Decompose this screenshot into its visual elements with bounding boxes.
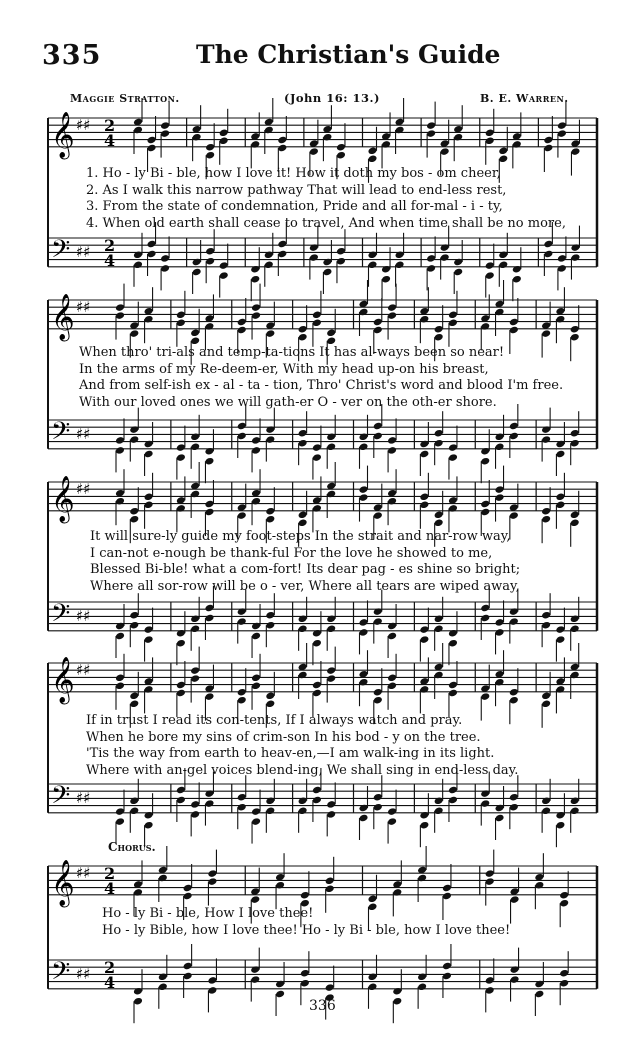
bass-clef-icon: 𝄢 (51, 599, 71, 634)
lyric-line: When he bore my sins of crim-son In his bod - y on the tree. (86, 729, 481, 745)
time-signature-top: 2 (104, 236, 116, 255)
key-signature-icon: ♯♯ (76, 864, 91, 882)
treble-clef-icon: 𝄞 (51, 657, 75, 703)
key-signature-icon: ♯♯ (76, 789, 91, 807)
lyric-line: If in trust I read its con-tents, If I always watch and pray. (86, 713, 463, 728)
key-signature-icon: ♯♯ (76, 425, 91, 443)
lyric-line: In the arms of my Re-deem-er, With my head up-on his breast, (79, 361, 489, 377)
lyric-line: And from self-ish ex - al - ta - tion, Thro' Christ's word and blood I'm free. (79, 378, 564, 393)
chorus-line-2: Ho - ly Bible, how I love thee! Ho - ly Bi - ble, how I love thee! (102, 923, 511, 938)
key-signature-icon: ♯♯ (76, 607, 91, 625)
treble-clef-icon: 𝄞 (51, 294, 75, 340)
lyric-line: When thro' tri-als and temp-ta-tions It has al-ways been so near! (79, 345, 505, 360)
time-signature-bottom: 4 (104, 973, 116, 992)
treble-clef-icon: 𝄞 (51, 476, 75, 522)
key-signature-icon: ♯♯ (76, 298, 91, 316)
bass-clef-icon: 𝄢 (51, 235, 71, 270)
treble-clef-icon: 𝄞 (51, 112, 75, 158)
key-signature-icon: ♯♯ (76, 243, 91, 261)
lyric-line: 4. When old earth shall cease to travel, And when time shall be no more, (86, 215, 566, 231)
lyrics-block-4 (86, 713, 518, 779)
lyric-line: 'Tis the way from earth to heav-en,—I am walk-ing in its light. (86, 746, 495, 761)
lyric-line: 2. As I walk this narrow pathway That will lead to end-less rest, (86, 182, 507, 198)
bass-clef-icon: 𝄢 (51, 781, 71, 816)
lyric-line: With our loved ones we will gath-er O - ver on the oth-er shore. (79, 394, 497, 410)
lyrics-block-1 (86, 166, 566, 232)
lyric-line: Where with an-gel voices blend-ing, We shall sing in end-less day. (86, 762, 519, 778)
lyric-line: Blessed Bi-ble! what a com-fort! Its dear pag - es shine so bright; (90, 562, 521, 577)
page-number: 336 (309, 998, 336, 1014)
time-signature-bottom: 4 (104, 251, 116, 270)
lyric-line: 3. From the state of condemnation, Pride and all for-mal - i - ty, (86, 199, 503, 214)
hymn-number: 335 (42, 40, 102, 71)
chorus-lyrics (102, 905, 510, 939)
key-signature-icon: ♯♯ (76, 661, 91, 679)
author-credit: Maggie Stratton. (70, 92, 180, 105)
bass-clef-icon: 𝄢 (51, 957, 71, 992)
hymn-title: The Christian's Guide (196, 40, 501, 69)
key-signature-icon: ♯♯ (76, 116, 91, 134)
treble-clef-icon: 𝄞 (51, 860, 75, 906)
time-signature-bottom: 4 (104, 879, 116, 898)
lyric-line: It will sure-ly guide my foot-steps In the strait and nar-row way, (90, 529, 511, 544)
time-signature-top: 2 (104, 958, 116, 977)
lyrics-block-3 (90, 529, 520, 595)
chorus-label: Chorus. (108, 840, 156, 854)
lyrics-block-2 (79, 345, 563, 411)
lyric-line: 1. Ho - ly Bi - ble, how I love it! How it doth my bos - om cheer, (86, 166, 501, 181)
lyric-line: Where all sor-row will be o - ver, Where all tears are wiped away, (90, 578, 520, 594)
lyric-line: I can-not e-nough be thank-ful For the love he showed to me, (90, 545, 493, 561)
time-signature-top: 2 (104, 864, 116, 883)
composer-credit: B. E. Warren. (480, 92, 569, 105)
time-signature-top: 2 (104, 116, 116, 135)
scripture-reference: (John 16: 13.) (284, 91, 380, 105)
chorus-line-1: Ho - ly Bi - ble, How I love thee! (102, 906, 314, 921)
key-signature-icon: ♯♯ (76, 965, 91, 983)
time-signature-bottom: 4 (104, 131, 116, 150)
key-signature-icon: ♯♯ (76, 480, 91, 498)
bass-clef-icon: 𝄢 (51, 417, 71, 452)
